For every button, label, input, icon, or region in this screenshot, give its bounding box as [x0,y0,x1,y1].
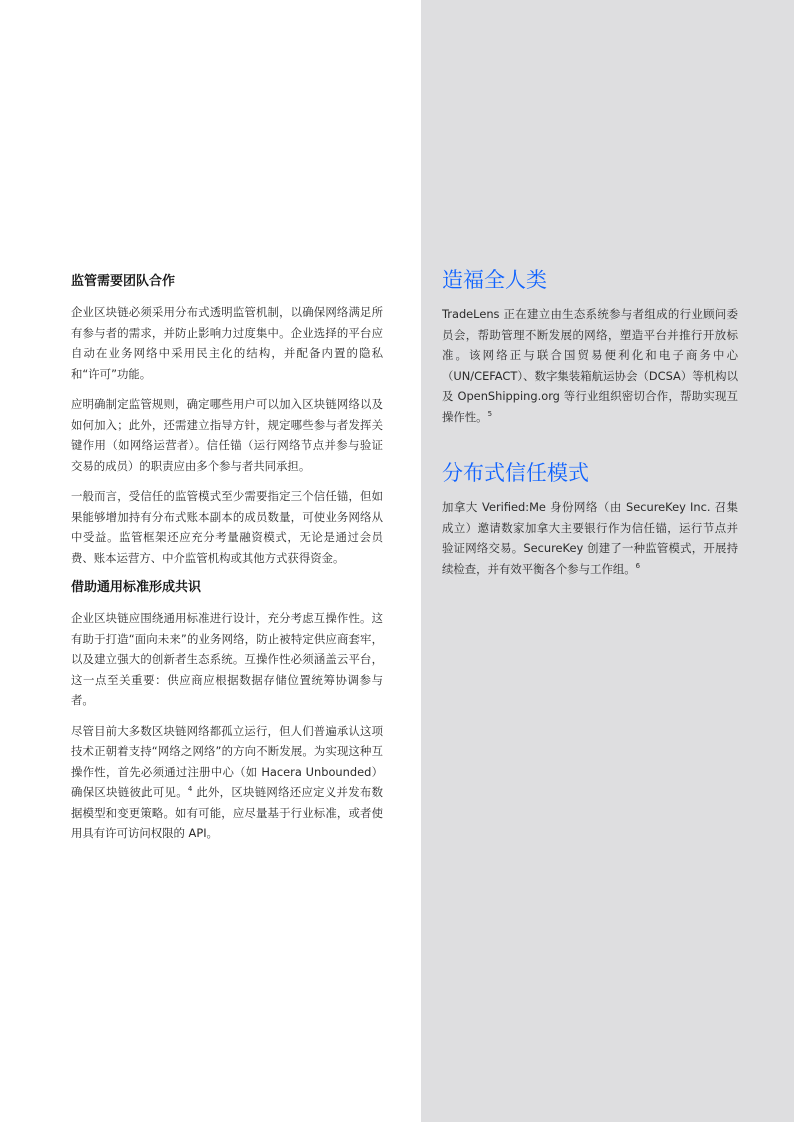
section-heading-standards: 借助通用标准形成共识 [71,580,202,595]
sidebar-heading: 分布式信任模式 [442,461,589,485]
paragraph-text: 尽管目前大多数区块链网络都孤立运行，但人们普遍承认这项技术正朝着支持“网络之网络”的方向不断发展。为实现这种互操作性，首先必须通过注册中心（如 Hacera Unbounded）确保区块链彼此可见。 [71,723,383,799]
sidebar-section-verifiedme [442,458,738,579]
paragraph: 应明确制定监管规则，确定哪些用户可以加入区块链网络以及如何加入；此外，还需建立指导方针，规定哪些参与者发挥关键作用（如网络运营者）。信任锚（运行网络节点并参与验证交易的成员）的职责应由多个参与者共同承担。 [71,397,383,473]
paragraph [71,721,383,844]
paragraph: 一般而言，受信任的监管模式至少需要指定三个信任锚，但如果能够增加持有分布式账本副本的成员数量，可使业务网络从中受益。监管框架还应充分考量融资模式，无论是通过会员费、账本运营方、中介监管机构或其他方式获得资金。 [71,489,383,565]
main-column [71,272,383,854]
sidebar-section-tradelens [442,265,738,427]
sidebar-text: 加拿大 Verified:Me 身份网络（由 SecureKey Inc. 召集成立）邀请数家加拿大主要银行作为信任锚，运行节点并验证网络交易。SecureKey 创建了一种监管模式，开展持续检查，并有效平衡各个参与工作组。$^6$ [442,500,738,576]
footnote-ref[interactable]: 5 [487,409,493,418]
footnote-ref[interactable]: 6 [635,561,641,570]
sidebar-text: TradeLens 正在建立由生态系统参与者组成的行业顾问委员会，帮助管理不断发展的网络，塑造平台并推行开放标准。该网络正与联合国贸易便利化和电子商务中心（UN/CEFACT）、数字集装箱航运协会（DCSA）等机构以及 OpenShipping.org 等行业组织密切合作，帮助实现互操作性。$^5$ [442,307,738,424]
section-heading-governance: 监管需要团队合作 [71,274,176,289]
sidebar-heading: 造福全人类 [442,268,547,292]
paragraph: 企业区块链必须采用分布式透明监管机制，以确保网络满足所有参与者的需求，并防止影响力过度集中。企业选择的平台应自动在业务网络中采用民主化的结构，并配备内置的隐私和“许可”功能。 [71,305,383,381]
footnote-ref[interactable]: 4 [187,785,193,794]
paragraph: 企业区块链应围绕通用标准进行设计，充分考虑互操作性。这有助于打造“面向未来”的业务网络，防止被特定供应商套牢，以及建立强大的创新者生态系统。互操作性必须涵盖云平台，这一点至关重要：供应商应根据数据存储位置统筹协调参与者。 [71,611,383,707]
paragraph-text: 此外，区块链网络还应定义并发布数据模型和变更策略。如有可能，应尽量基于行业标准，或者使用具有许可访问权限的 API。 [71,785,383,840]
